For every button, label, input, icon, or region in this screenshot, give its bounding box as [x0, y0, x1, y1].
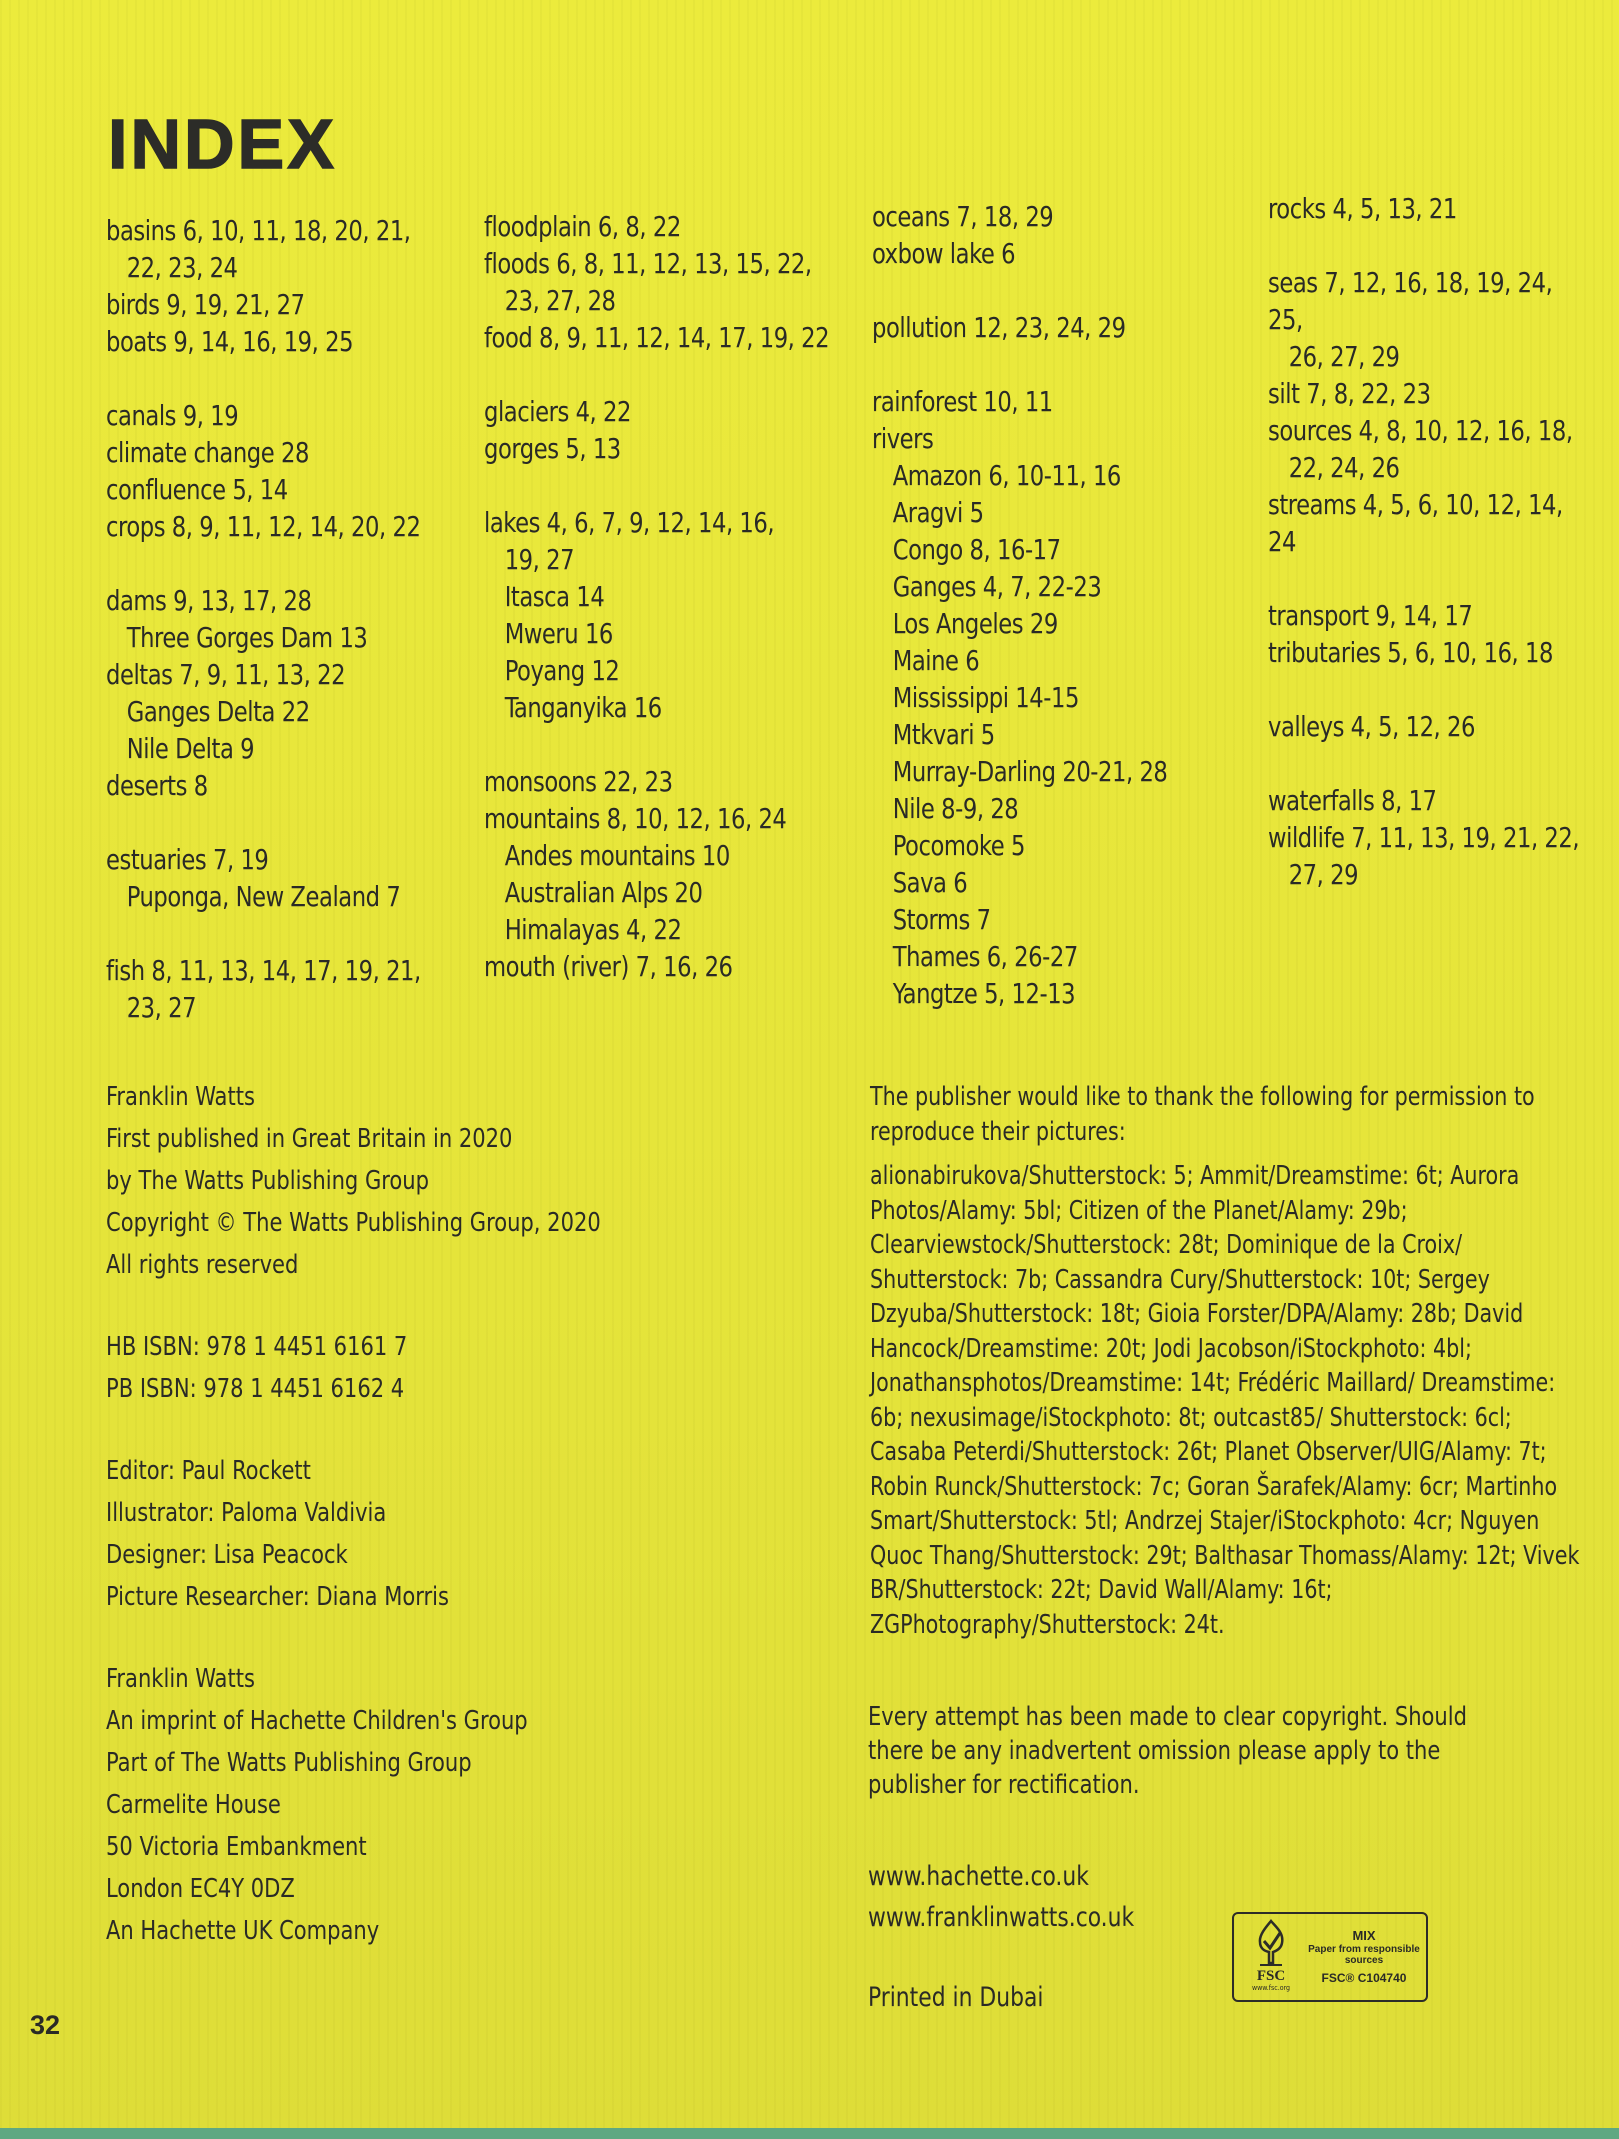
- publisher-info-line: An imprint of Hachette Children's Group: [106, 1706, 528, 1736]
- bottom-edge-strip: [0, 2128, 1619, 2139]
- fsc-code: FSC® C104740: [1321, 1971, 1407, 1985]
- index-spacer: [1268, 227, 1584, 264]
- index-entry: silt 7, 8, 22, 23: [1268, 377, 1431, 410]
- index-subentry: 27, 29: [1288, 858, 1359, 891]
- fsc-text: [1308, 1928, 1420, 1986]
- index-entry: fish 8, 11, 13, 14, 17, 19, 21,: [106, 954, 421, 987]
- index-subentry: 26, 27, 29: [1288, 340, 1400, 373]
- publisher-info: [106, 1076, 601, 1952]
- index-subentry: Mtkvari 5: [892, 718, 995, 751]
- index-entry: glaciers 4, 22: [484, 395, 631, 428]
- index-subentry: Himalayas 4, 22: [504, 913, 682, 946]
- index-entry: basins 6, 10, 11, 18, 20, 21,: [106, 214, 411, 247]
- publisher-info-line: HB ISBN: 978 1 4451 6161 7: [106, 1332, 408, 1362]
- index-subentry: Mississippi 14-15: [892, 681, 1079, 714]
- index-spacer: [106, 360, 421, 397]
- picture-credits: [870, 1080, 1581, 1642]
- publisher-info-line: Illustrator: Paloma Valdivia: [106, 1498, 387, 1528]
- publisher-info-line: Franklin Watts: [106, 1664, 255, 1694]
- index-spacer: [106, 804, 421, 841]
- index-subentry: Maine 6: [892, 644, 980, 677]
- publisher-info-line: All rights reserved: [106, 1250, 299, 1280]
- index-entry: valleys 4, 5, 12, 26: [1268, 710, 1475, 743]
- index-subentry: Murray-Darling 20-21, 28: [892, 755, 1168, 788]
- index-subentry: Yangtze 5, 12-13: [892, 977, 1076, 1010]
- index-entry: rocks 4, 5, 13, 21: [1268, 192, 1457, 225]
- index-entry: mountains 8, 10, 12, 16, 24: [484, 802, 787, 835]
- index-entry: floodplain 6, 8, 22: [484, 210, 681, 243]
- index-entry: streams 4, 5, 6, 10, 12, 14, 24: [1268, 488, 1563, 558]
- index-entry: dams 9, 13, 17, 28: [106, 584, 312, 617]
- index-subentry: Ganges 4, 7, 22-23: [892, 570, 1102, 603]
- publisher-info-line: Part of The Watts Publishing Group: [106, 1748, 472, 1778]
- publisher-info-line: An Hachette UK Company: [106, 1916, 380, 1946]
- publisher-info-line: Copyright © The Watts Publishing Group, 2020: [106, 1208, 601, 1238]
- index-subentry: Australian Alps 20: [504, 876, 703, 909]
- index-entry: waterfalls 8, 17: [1268, 784, 1437, 817]
- index-spacer: [106, 915, 421, 952]
- index-subentry: Ganges Delta 22: [126, 695, 310, 728]
- index-column-4: [1268, 190, 1584, 893]
- index-title: INDEX: [108, 105, 337, 183]
- publisher-info-line: PB ISBN: 978 1 4451 6162 4: [106, 1374, 405, 1404]
- index-entry: food 8, 9, 11, 12, 14, 17, 19, 22: [484, 321, 830, 354]
- website-franklinwatts: www.franklinwatts.co.uk: [868, 1902, 1135, 1933]
- index-subentry: Poyang 12: [504, 654, 620, 687]
- index-subentry: 23, 27, 28: [504, 284, 616, 317]
- index-entry: gorges 5, 13: [484, 432, 621, 465]
- index-spacer: [1268, 560, 1584, 597]
- credits-list: alionabirukova/Shutterstock: 5; Ammit/Dreamstime: 6t; Aurora Photos/Alamy: 5bl; Citizen of the Planet/Alamy: 29b; Clearviewstock/Shutterstock: 28t; Dominique de la Croix/ Shutterstock: 7b; Cassandra Cury/Shutterstock: 10t; Sergey Dzyuba/Shutterstock: 18t; Gioia Forster/DPA/Alamy: 28b; David Hancock/Dreamstime: 20t; Jodi Jacobson/iStockphoto: 4bl; Jonathansphotos/Dreamstime: 14t; Frédéric Maillard/ Dreamstime: 6b; nexusimage/iStockphoto: 8t; outcast85/ Shutterstock: 6cl; Casaba Peterdi/Shutterstock: 26t; Planet Observer/UIG/Alamy: 7t; Robin Runck/Shutterstock: 7c; Goran Šarafek/Alamy: 6cr; Martinho Smart/Shutterstock: 5tl; Andrzej Stajer/iStockphoto: 4cr; Nguyen Quoc Thang/Shutterstock: 29t; Balthasar Thomass/Alamy: 12t; Vivek BR/Shutterstock: 22t; David Wall/Alamy: 16t; ZGPhotography/Shutterstock: 24t.: [870, 1161, 1580, 1640]
- index-subentry: Pocomoke 5: [892, 829, 1025, 862]
- index-spacer: [872, 346, 1167, 383]
- index-subentry: 23, 27: [126, 991, 197, 1024]
- index-column-2: [484, 208, 829, 985]
- publisher-info-line: Editor: Paul Rockett: [106, 1456, 311, 1486]
- index-subentry: Nile Delta 9: [126, 732, 255, 765]
- index-entry: boats 9, 14, 16, 19, 25: [106, 325, 354, 358]
- publisher-info-line: First published in Great Britain in 2020: [106, 1124, 513, 1154]
- fsc-mix: MIX: [1352, 1928, 1376, 1943]
- fsc-site: www.fsc.org: [1251, 1984, 1291, 1992]
- index-subentry: 19, 27: [504, 543, 575, 576]
- index-entry: sources 4, 8, 10, 12, 16, 18,: [1268, 414, 1573, 447]
- index-entry: mouth (river) 7, 16, 26: [484, 950, 733, 983]
- fsc-tree-logo: [1240, 1917, 1302, 1997]
- index-entry: deserts 8: [106, 769, 208, 802]
- index-entry: tributaries 5, 6, 10, 16, 18: [1268, 636, 1553, 669]
- disclaimer-text: Every attempt has been made to clear copyright. Should there be any inadvertent omission please apply to the publisher for rectification.: [868, 1702, 1467, 1800]
- tree-check-icon: [1246, 1917, 1296, 1969]
- index-entry: rivers: [872, 422, 934, 455]
- index-subentry: Mweru 16: [504, 617, 613, 650]
- index-subentry: Tanganyika 16: [504, 691, 662, 724]
- index-subentry: Aragvi 5: [892, 496, 984, 529]
- publisher-info-line: Designer: Lisa Peacock: [106, 1540, 348, 1570]
- index-entry: climate change 28: [106, 436, 309, 469]
- website-hachette: www.hachette.co.uk: [868, 1861, 1089, 1892]
- credits-thanks: The publisher would like to thank the following for permission to reproduce their pictures:: [870, 1082, 1535, 1147]
- index-entry: deltas 7, 9, 11, 13, 22: [106, 658, 346, 691]
- index-entry: lakes 4, 6, 7, 9, 12, 14, 16,: [484, 506, 775, 539]
- publisher-info-line: Carmelite House: [106, 1790, 281, 1820]
- publisher-info-line: 50 Victoria Embankment: [106, 1832, 367, 1862]
- publisher-info-line: by The Watts Publishing Group: [106, 1166, 430, 1196]
- info-spacer: [106, 1618, 601, 1658]
- index-subentry: Storms 7: [892, 903, 991, 936]
- copyright-disclaimer: [868, 1700, 1489, 1802]
- index-subentry: Puponga, New Zealand 7: [126, 880, 401, 913]
- index-entry: oxbow lake 6: [872, 237, 1016, 270]
- fsc-paper: Paper from responsible sources: [1308, 1944, 1420, 1966]
- index-subentry: Los Angeles 29: [892, 607, 1058, 640]
- index-subentry: Itasca 14: [504, 580, 605, 613]
- publisher-info-line: Franklin Watts: [106, 1082, 255, 1112]
- index-entry: wildlife 7, 11, 13, 19, 21, 22,: [1268, 821, 1580, 854]
- websites: [868, 1856, 1134, 1938]
- info-spacer: [106, 1410, 601, 1450]
- page-number: 32: [30, 2010, 61, 2040]
- index-subentry: Sava 6: [892, 866, 968, 899]
- index-entry: estuaries 7, 19: [106, 843, 269, 876]
- index-spacer: [484, 356, 829, 393]
- index-entry: seas 7, 12, 16, 18, 19, 24, 25,: [1268, 266, 1553, 336]
- index-spacer: [484, 726, 829, 763]
- info-spacer: [106, 1286, 601, 1326]
- index-entry: confluence 5, 14: [106, 473, 288, 506]
- index-entry: crops 8, 9, 11, 12, 14, 20, 22: [106, 510, 421, 543]
- index-subentry: Andes mountains 10: [504, 839, 730, 872]
- index-subentry: 22, 23, 24: [126, 251, 238, 284]
- index-column-3: [872, 198, 1167, 1012]
- publisher-info-line: London EC4Y 0DZ: [106, 1874, 295, 1904]
- fsc-brand: FSC: [1256, 1968, 1286, 1984]
- index-entry: floods 6, 8, 11, 12, 13, 15, 22,: [484, 247, 812, 280]
- index-spacer: [1268, 745, 1584, 782]
- index-subentry: 22, 24, 26: [1288, 451, 1400, 484]
- index-spacer: [1268, 671, 1584, 708]
- index-entry: canals 9, 19: [106, 399, 239, 432]
- index-subentry: Three Gorges Dam 13: [126, 621, 368, 654]
- index-entry: birds 9, 19, 21, 27: [106, 288, 305, 321]
- index-subentry: Amazon 6, 10-11, 16: [892, 459, 1121, 492]
- index-entry: pollution 12, 23, 24, 29: [872, 311, 1126, 344]
- index-subentry: Nile 8-9, 28: [892, 792, 1019, 825]
- fsc-label: [1232, 1912, 1428, 2002]
- index-subentry: Congo 8, 16-17: [892, 533, 1061, 566]
- index-subentry: Thames 6, 26-27: [892, 940, 1078, 973]
- index-column-1: [106, 212, 421, 1026]
- index-spacer: [484, 467, 829, 504]
- index-entry: monsoons 22, 23: [484, 765, 673, 798]
- printed-in: Printed in Dubai: [868, 1982, 1044, 2013]
- index-spacer: [106, 545, 421, 582]
- index-spacer: [872, 272, 1167, 309]
- index-entry: rainforest 10, 11: [872, 385, 1053, 418]
- publisher-info-line: Picture Researcher: Diana Morris: [106, 1582, 450, 1612]
- index-entry: oceans 7, 18, 29: [872, 200, 1054, 233]
- index-entry: transport 9, 14, 17: [1268, 599, 1473, 632]
